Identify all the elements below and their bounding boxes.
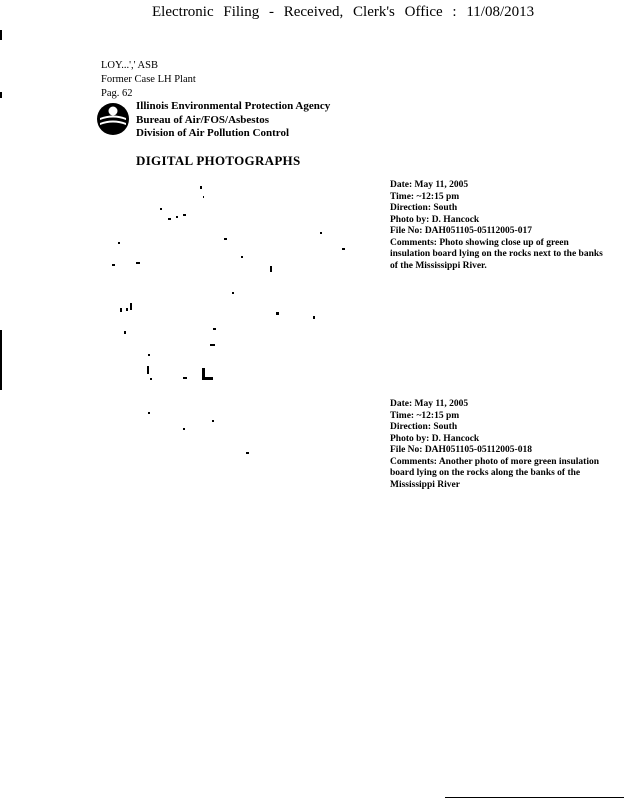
agency-division: Division of Air Pollution Control — [136, 127, 290, 139]
photo-time: Time: ~12:15 pm — [390, 191, 460, 202]
photo-date: Date: May 11, 2005 — [390, 399, 469, 409]
photo-direction: Direction: South — [390, 422, 458, 432]
scan-edge-mark — [0, 30, 2, 40]
filing-header: Electronic Filing - Received, Clerk's Office : 11/08/2013 — [152, 4, 535, 20]
reference-line-2: Former Case LH Plant — [101, 74, 196, 85]
photo-comments: Comments: Photo showing close up of green insulation board lying on the rocks next to the banks of the Mississippi River. — [390, 237, 603, 271]
photo-photographer: Photo by: D. Hancock — [390, 433, 480, 444]
scan-edge-mark — [0, 92, 2, 98]
iepa-logo-icon — [96, 102, 130, 136]
scan-edge-mark — [0, 330, 2, 390]
reference-line-3: Pag. 62 — [101, 88, 133, 99]
photo-file-number: File No: DAH051105-05112005-018 — [390, 445, 532, 455]
agency-bureau: Bureau of Air/FOS/Asbestos — [136, 114, 270, 126]
photo-date: Date: May 11, 2005 — [390, 180, 469, 190]
agency-name: Illinois Environmental Protection Agency — [136, 100, 331, 112]
photo-direction: Direction: South — [390, 203, 458, 213]
photo-comments: Comments: Another photo of more green insulation board lying on the rocks along the banks of the Mississippi River — [390, 456, 599, 490]
photo-file-number: File No: DAH051105-05112005-017 — [390, 226, 532, 236]
photo-caption-1 — [390, 180, 605, 272]
photo-photographer: Photo by: D. Hancock — [390, 214, 480, 225]
scan-bottom-edge — [445, 797, 624, 798]
reference-line-1: LOY...',' ASB — [101, 60, 158, 71]
document-title: DIGITAL PHOTOGRAPHS — [136, 153, 301, 168]
photo-time: Time: ~12:15 pm — [390, 410, 460, 421]
photo-caption-2 — [390, 399, 605, 491]
